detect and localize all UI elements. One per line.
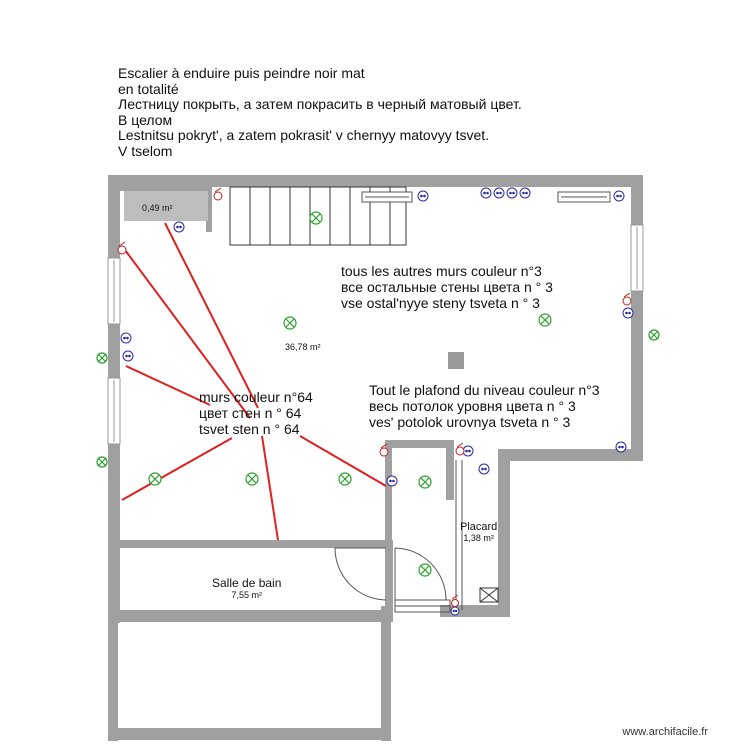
placard-door xyxy=(395,548,450,612)
watermark: www.archifacile.fr xyxy=(622,726,708,738)
closet-area: 0,49 m² xyxy=(142,203,173,213)
header-note-line: В целом xyxy=(118,111,173,128)
socket-icon xyxy=(623,308,633,318)
light-fixture-icon xyxy=(539,314,551,326)
socket-icon xyxy=(451,607,459,615)
radiator-top-right xyxy=(558,192,610,202)
light-fixture-icon xyxy=(149,473,161,485)
light-fixture-icon xyxy=(310,212,322,224)
note-line: tous les autres murs couleur n°3 xyxy=(341,263,542,279)
switch-icon xyxy=(623,293,631,305)
socket-icon xyxy=(520,188,530,198)
socket-icon xyxy=(121,333,131,343)
light-fixture-icon xyxy=(97,353,107,363)
light-fixture-icon xyxy=(246,473,258,485)
note-ceiling xyxy=(369,382,600,430)
light-fixture-icon xyxy=(284,317,296,329)
note-line: все остальные стены цвета n ° 3 xyxy=(341,279,553,295)
socket-icon xyxy=(481,188,491,198)
note-line: vse ostal'nyye steny tsveta n ° 3 xyxy=(341,295,540,311)
light-fixture-icon xyxy=(419,476,431,488)
note-line: цвет стен n ° 64 xyxy=(199,405,302,421)
light-fixture-icon xyxy=(339,473,351,485)
note-line: весь потолок уровня цвета n ° 3 xyxy=(369,398,576,414)
window-left-upper xyxy=(108,258,120,324)
switch-icon xyxy=(456,443,464,455)
socket-icon xyxy=(494,188,504,198)
socket-icon xyxy=(123,351,133,361)
header-note-line: Escalier à enduire puis peindre noir mat xyxy=(118,65,365,81)
note-other-walls xyxy=(341,263,553,311)
header-note-line: V tselom xyxy=(118,142,173,159)
socket-icon xyxy=(507,188,517,198)
room-name: Placard xyxy=(460,521,498,533)
socket-icon xyxy=(614,191,624,201)
switch-icon xyxy=(452,595,459,607)
note-line: tsvet sten n ° 64 xyxy=(199,421,300,437)
note-line: ves' potolok urovnya tsveta n ° 3 xyxy=(369,414,571,430)
note-line: murs couleur n°64 xyxy=(199,389,313,405)
main-room-area: 36,78 m² xyxy=(285,342,321,352)
light-fixture-icon xyxy=(649,330,659,340)
room-name: Salle de bain xyxy=(212,576,282,590)
room-area: 1,38 m² xyxy=(463,533,494,543)
light-fixture-icon xyxy=(419,564,431,576)
bathroom-label xyxy=(212,576,281,600)
light-fixture-icon xyxy=(97,457,107,467)
note-walls-64 xyxy=(199,389,313,437)
socket-icon xyxy=(174,222,184,232)
socket-icon xyxy=(418,191,428,201)
header-note-line: Lestnitsu pokryt', a zatem pokrasit' v chernyy matovyy tsvet. xyxy=(118,127,490,143)
walls xyxy=(108,175,643,741)
room-area: 7,55 m² xyxy=(231,590,262,600)
note-line: Tout le plafond du niveau couleur n°3 xyxy=(369,382,600,398)
placard-label xyxy=(460,521,497,543)
window-right xyxy=(631,225,643,291)
switch-icon xyxy=(214,188,222,200)
socket-icon xyxy=(387,476,397,486)
header-note-line: Лестницу покрыть, а затем покрасить в черный матовый цвет. xyxy=(118,96,522,112)
socket-icon xyxy=(479,464,489,474)
electrical-panel-icon xyxy=(480,588,498,602)
radiator-top-middle xyxy=(362,192,412,202)
socket-icon xyxy=(616,442,626,452)
window-left-lower xyxy=(108,378,120,444)
bathroom-door xyxy=(335,548,386,600)
header-notes xyxy=(118,66,522,159)
header-note-line: en totalité xyxy=(118,80,179,97)
